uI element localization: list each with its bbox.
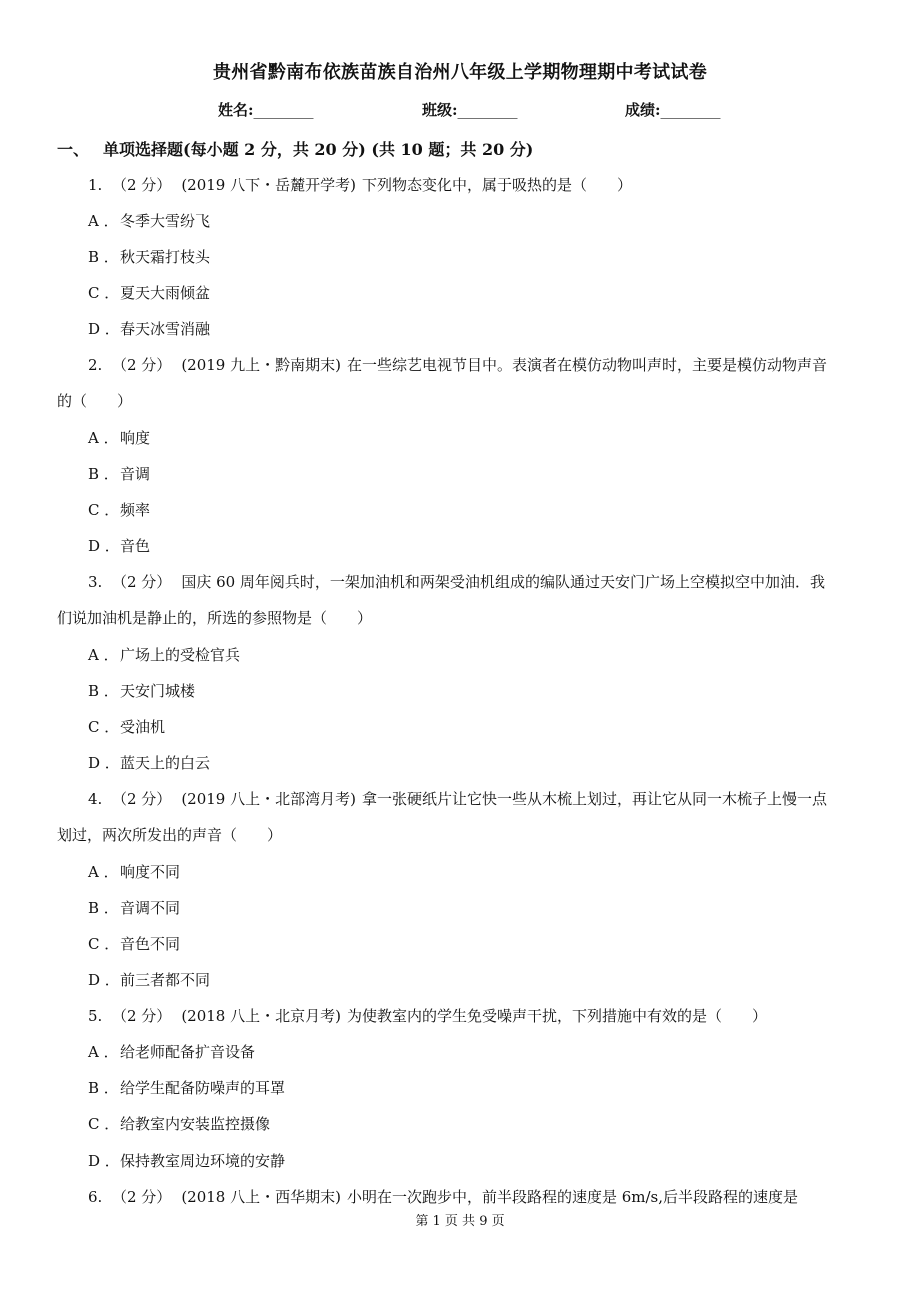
question-points: （2 分）: [112, 573, 172, 591]
question-points: （2 分）: [112, 1188, 172, 1206]
question-points: （2 分）: [112, 1007, 172, 1025]
option-text: 频率: [120, 501, 151, 519]
option-text: 春天冰雪消融: [120, 320, 211, 338]
option-text: 给教室内安装监控摄像: [120, 1115, 271, 1133]
option-text: 保持教室周边环境的安静: [120, 1152, 286, 1170]
option-text: 音调不同: [120, 899, 181, 917]
question-source: (2019 八下・岳麓开学考): [181, 176, 356, 194]
question-number: 1.: [88, 176, 103, 194]
option-d: [88, 970, 210, 990]
section-title: 单项选择题(每小题 2 分，共 20 分) (共 10 题；共 20 分): [103, 140, 534, 159]
option-b: [88, 464, 150, 484]
question-4: [88, 789, 827, 809]
question-text: 国庆 60 周年阅兵时，一架加油机和两架受油机组成的编队通过天安门广场上空模拟空中加油．我: [181, 573, 825, 591]
question-text-continued: 们说加油机是静止的，所选的参照物是（ ）: [57, 609, 373, 627]
question-source: (2019 八上・北部湾月考): [181, 790, 356, 808]
option-d: [88, 753, 210, 773]
question-number: 3.: [88, 573, 103, 591]
question-3: [88, 572, 825, 592]
question-text-continued: 的（ ）: [57, 392, 133, 410]
question-text: 拿一张硬纸片让它快一些从木梳上划过，再让它从同一木梳子上慢一点: [361, 790, 827, 808]
option-letter: A ．: [88, 646, 119, 664]
option-a: [88, 645, 240, 665]
class-label: 班级:: [422, 101, 458, 119]
name-field: [218, 99, 314, 120]
question-6: [88, 1187, 798, 1207]
option-letter: A ．: [88, 1043, 119, 1061]
option-letter: C ．: [88, 718, 120, 736]
option-letter: A ．: [88, 429, 119, 447]
option-letter: D ．: [88, 320, 120, 338]
option-c: [88, 717, 165, 737]
question-number: 5.: [88, 1007, 103, 1025]
question-text-continued: 划过，两次所发出的声音（ ）: [57, 826, 283, 844]
question-source: (2018 八上・北京月考): [181, 1007, 341, 1025]
option-letter: A ．: [88, 863, 119, 881]
question-number: 4.: [88, 790, 103, 808]
option-c: [88, 500, 150, 520]
option-text: 天安门城楼: [120, 682, 196, 700]
score-blank: ________: [660, 101, 721, 119]
option-text: 音色不同: [120, 935, 181, 953]
option-text: 受油机: [120, 718, 166, 736]
option-d: [88, 536, 150, 556]
question-points: （2 分）: [112, 356, 172, 374]
option-b: [88, 247, 210, 267]
option-text: 响度不同: [120, 863, 181, 881]
question-points: （2 分）: [112, 790, 172, 808]
option-letter: D ．: [88, 971, 120, 989]
option-text: 响度: [120, 429, 151, 447]
exam-title: 贵州省黔南布依族苗族自治州八年级上学期物理期中考试试卷: [212, 62, 708, 83]
option-letter: C ．: [88, 284, 120, 302]
option-a: [88, 428, 150, 448]
option-letter: C ．: [88, 1115, 120, 1133]
question-text: 小明在一次跑步中，前半段路程的速度是 6m/s,后半段路程的速度是: [346, 1188, 799, 1206]
option-a: [88, 1042, 255, 1062]
page-footer: 第 1 页 共 9 页: [415, 1214, 505, 1229]
option-letter: A ．: [88, 212, 119, 230]
class-field: [422, 99, 518, 120]
question-2: [88, 355, 827, 375]
option-text: 夏天大雨倾盆: [120, 284, 211, 302]
option-c: [88, 283, 210, 303]
option-letter: B ．: [88, 1079, 119, 1097]
question-1: [88, 175, 632, 195]
question-number: 6.: [88, 1188, 103, 1206]
option-text: 给老师配备扩音设备: [120, 1043, 256, 1061]
option-letter: C ．: [88, 935, 120, 953]
option-text: 音调: [120, 465, 151, 483]
option-a: [88, 862, 180, 882]
score-label: 成绩:: [625, 101, 661, 119]
option-letter: B ．: [88, 899, 119, 917]
option-b: [88, 898, 180, 918]
option-letter: B ．: [88, 248, 119, 266]
option-text: 冬季大雪纷飞: [120, 212, 211, 230]
option-text: 给学生配备防噪声的耳罩: [120, 1079, 286, 1097]
section-number: 一、: [57, 140, 90, 159]
score-field: [625, 99, 721, 120]
option-text: 音色: [120, 537, 151, 555]
question-source: (2019 九上・黔南期末): [181, 356, 341, 374]
option-letter: B ．: [88, 682, 119, 700]
option-text: 蓝天上的白云: [120, 754, 211, 772]
option-d: [88, 319, 210, 339]
option-d: [88, 1151, 285, 1171]
question-number: 2.: [88, 356, 103, 374]
question-source: (2018 八上・西华期末): [181, 1188, 341, 1206]
option-text: 前三者都不同: [120, 971, 211, 989]
option-letter: D ．: [88, 537, 120, 555]
question-text: 下列物态变化中，属于吸热的是（ ）: [361, 176, 632, 194]
section-heading: [57, 137, 533, 160]
option-letter: D ．: [88, 754, 120, 772]
option-a: [88, 211, 210, 231]
option-letter: D ．: [88, 1152, 120, 1170]
question-points: （2 分）: [112, 176, 172, 194]
option-text: 广场上的受检官兵: [120, 646, 241, 664]
name-blank: ________: [253, 101, 314, 119]
option-b: [88, 681, 195, 701]
question-text: 为使教室内的学生免受噪声干扰，下列措施中有效的是（ ）: [346, 1007, 767, 1025]
option-letter: C ．: [88, 501, 120, 519]
option-text: 秋天霜打枝头: [120, 248, 211, 266]
option-b: [88, 1078, 285, 1098]
name-label: 姓名:: [218, 101, 254, 119]
option-c: [88, 1114, 270, 1134]
question-5: [88, 1006, 767, 1026]
option-letter: B ．: [88, 465, 119, 483]
question-text: 在一些综艺电视节目中。表演者在模仿动物叫声时，主要是模仿动物声音: [346, 356, 827, 374]
option-c: [88, 934, 180, 954]
class-blank: ________: [457, 101, 518, 119]
